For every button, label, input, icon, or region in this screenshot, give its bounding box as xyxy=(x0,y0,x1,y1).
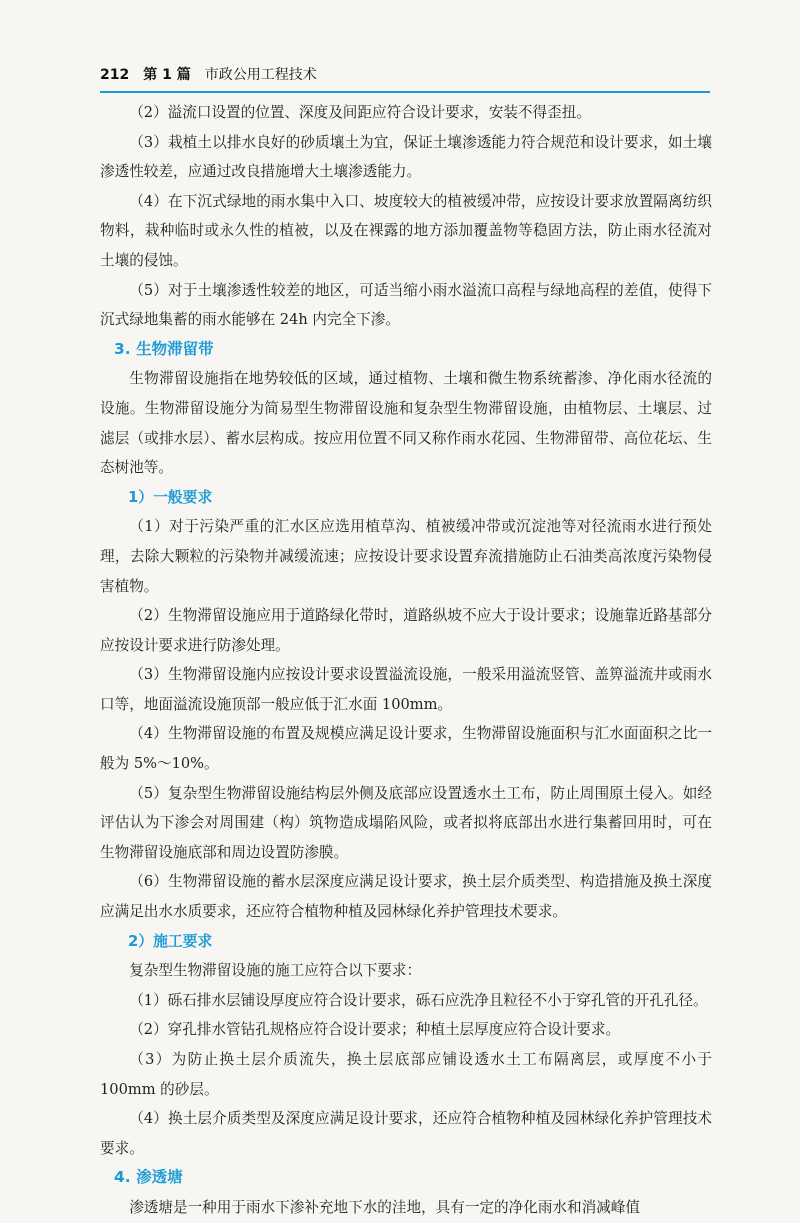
paragraph: （3）栽植土以排水良好的砂质壤土为宜，保证土壤渗透能力符合规范和设计要求，如土壤渗透性较差，应通过改良措施增大土壤渗透能力。 xyxy=(100,133,712,181)
subsection-heading: 1）一般要求 xyxy=(128,488,213,506)
paragraph: （5）复杂型生物滞留设施结构层外侧及底部应设置透水土工布，防止周围原土侵入。如经评估认为下渗会对周围建（构）筑物造成塌陷风险，或者拟将底部出水进行集蓄回用时，可在生物滞留设施底部和周边设置防渗膜。 xyxy=(100,784,712,861)
header-rule xyxy=(100,91,710,93)
paragraph: （4）换土层介质类型及深度应满足设计要求，还应符合植物种植及园林绿化养护管理技术要求。 xyxy=(100,1110,712,1157)
paragraph: （6）生物滞留设施的蓄水层深度应满足设计要求，换土层介质类型、构造措施及换土深度应满足出水水质要求，还应符合植物种植及园林绿化养护管理技术要求。 xyxy=(100,873,712,921)
paragraph: （5）对于土壤渗透性较差的地区，可适当缩小雨水溢流口高程与绿地高程的差值，使得下沉式绿地集蓄的雨水能够在 24h 内完全下渗。 xyxy=(100,281,712,329)
section-heading: 4. 渗透塘 xyxy=(114,1168,183,1187)
paragraph: （1）对于污染严重的汇水区应选用植草沟、植被缓冲带或沉淀池等对径流雨水进行预处理，去除大颗粒的污染物并减缓流速；应按设计要求设置弃流措施防止石油类高浓度污染物侵害植物。 xyxy=(100,518,712,595)
page-number: 212 xyxy=(100,67,130,83)
paragraph: （2）溢流口设置的位置、深度及间距应符合设计要求，安装不得歪扭。 xyxy=(129,104,591,121)
paragraph: （3）生物滞留设施内应按设计要求设置溢流设施，一般采用溢流竖管、盖箅溢流井或雨水口等，地面溢流设施顶部一般应低于汇水面 100mm。 xyxy=(100,666,712,713)
part-title: 市政公用工程技术 xyxy=(204,67,317,83)
paragraph: （2）生物滞留设施应用于道路绿化带时，道路纵坡不应大于设计要求；设施靠近路基部分应按设计要求进行防渗处理。 xyxy=(100,607,712,654)
page-body xyxy=(100,98,712,1223)
paragraph: （4）在下沉式绿地的雨水集中入口、坡度较大的植被缓冲带，应按设计要求放置隔离纺织物料，栽种临时或永久性的植被，以及在裸露的地方添加覆盖物等稳固方法，防止雨水径流对土壤的侵蚀。 xyxy=(100,192,712,269)
part-label: 第 1 篇 xyxy=(143,67,191,83)
section-heading: 3. 生物滞留带 xyxy=(114,339,214,358)
running-header xyxy=(100,64,710,90)
paragraph: 复杂型生物滞留设施的施工应符合以下要求： xyxy=(129,962,422,980)
paragraph: 渗透塘是一种用于雨水下渗补充地下水的洼地，具有一定的净化雨水和消减峰值 xyxy=(129,1198,640,1216)
paragraph: （4）生物滞留设施的布置及规模应满足设计要求，生物滞留设施面积与汇水面面积之比一般为 5%～10%。 xyxy=(100,725,712,773)
subsection-heading: 2）施工要求 xyxy=(128,932,213,950)
paragraph: 生物滞留设施指在地势较低的区域，通过植物、土壤和微生物系统蓄渗、净化雨水径流的设施。生物滞留设施分为简易型生物滞留设施和复杂型生物滞留设施，由植物层、土壤层、过滤层（或排水层）、蓄水层构成。按应用位置不同又称作雨水花园、生物滞留带、高位花坛、生态树池等。 xyxy=(100,370,712,477)
paragraph: （1）砾石排水层铺设厚度应符合设计要求，砾石应洗净且粒径不小于穿孔管的开孔孔径。 xyxy=(129,991,708,1009)
paragraph: （3）为防止换土层介质流失，换土层底部应铺设透水土工布隔离层，或厚度不小于 100mm 的砂层。 xyxy=(100,1051,712,1098)
paragraph: （2）穿孔排水管钻孔规格应符合设计要求；种植土层厚度应符合设计要求。 xyxy=(129,1021,621,1039)
